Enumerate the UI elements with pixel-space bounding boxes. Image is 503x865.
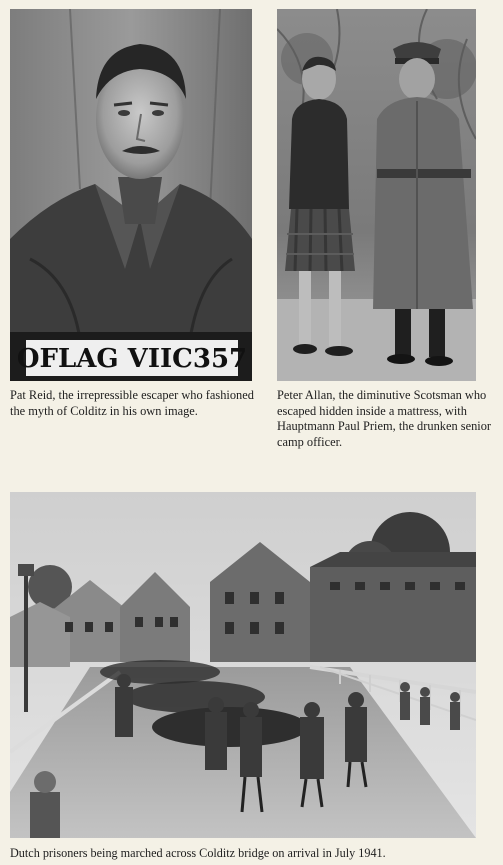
pat-reid-photo: [10, 9, 252, 381]
colditz-bridge-photo: [10, 492, 476, 838]
oflag-plate-text: OFLAG VIIC357: [16, 344, 248, 374]
pat-reid-caption: Pat Reid, the irrepressible escaper who fashioned the myth of Colditz in his own image.: [10, 388, 254, 418]
peter-allan-and-priem-image: [277, 9, 476, 381]
dutch-prisoners-bridge-image: [10, 492, 476, 838]
pat-reid-portrait-image: [10, 9, 252, 381]
peter-allan-caption: Peter Allan, the diminutive Scotsman who escaped hidden inside a mattress, with Hauptmann Paul Priem, the drunken senior camp officer.: [277, 388, 492, 449]
peter-allan-photo: [277, 9, 476, 381]
colditz-bridge-caption: Dutch prisoners being marched across Colditz bridge on arrival in July 1941.: [10, 846, 386, 860]
